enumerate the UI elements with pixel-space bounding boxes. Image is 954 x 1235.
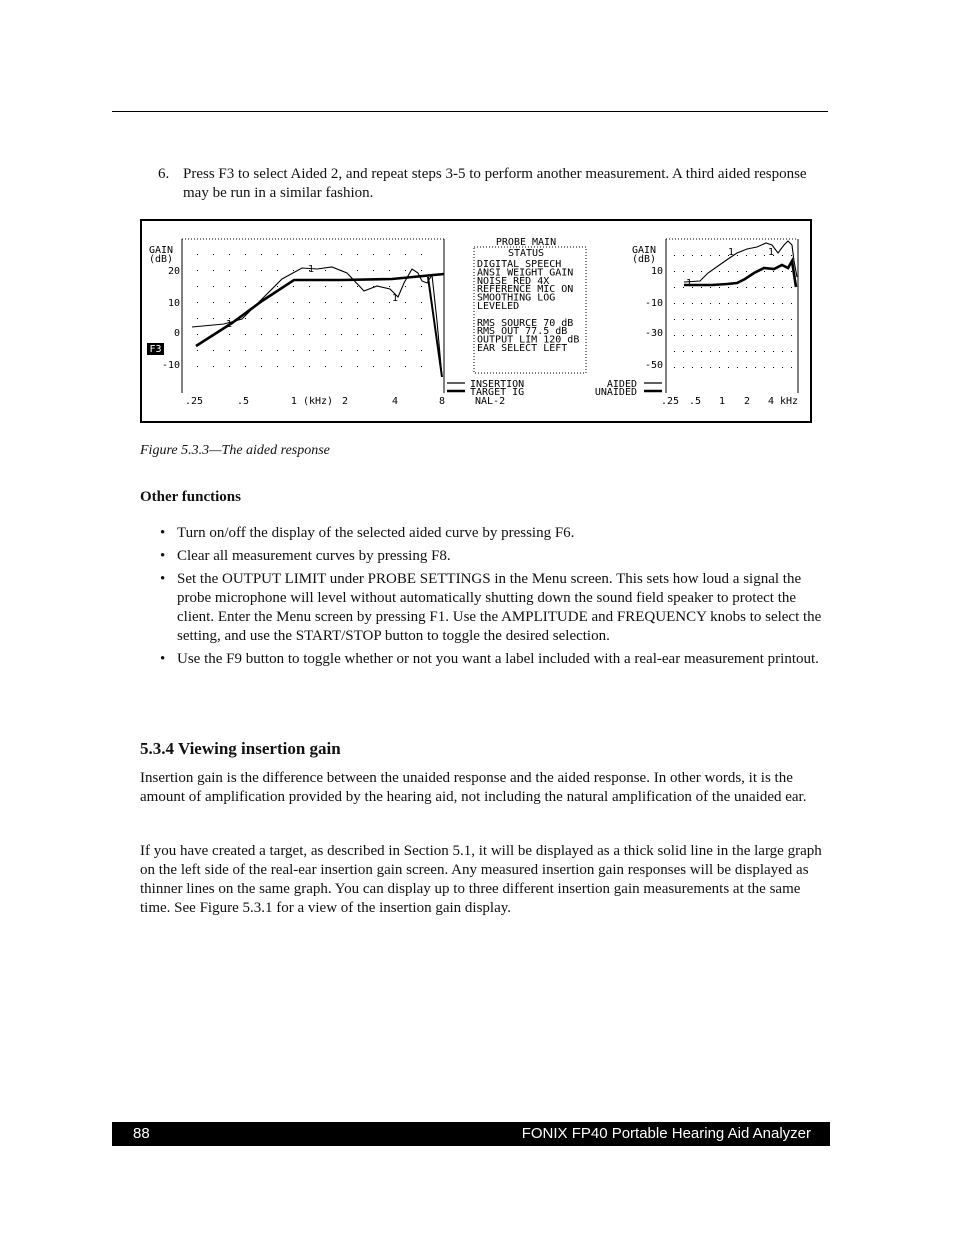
grid-dot <box>325 350 326 351</box>
grid-dot <box>245 286 246 287</box>
grid-dot <box>421 334 422 335</box>
grid-dot <box>746 367 747 368</box>
grid-dot <box>389 366 390 367</box>
step-number: 6. <box>158 166 170 182</box>
grid-dot <box>341 286 342 287</box>
grid-dot <box>683 287 684 288</box>
grid-dot <box>229 366 230 367</box>
grid-dot <box>421 366 422 367</box>
grid-dot <box>293 318 294 319</box>
grid-dot <box>701 335 702 336</box>
right-x-tick: 1 <box>718 396 726 407</box>
status-lines <box>477 259 579 354</box>
grid-dot <box>245 254 246 255</box>
grid-dot <box>755 255 756 256</box>
status-line: SMOOTHING LOG <box>477 292 556 304</box>
grid-dot <box>341 350 342 351</box>
left-y-title-1: GAIN <box>149 245 174 256</box>
grid-dot <box>229 286 230 287</box>
grid-dot <box>692 287 693 288</box>
grid-dot <box>782 271 783 272</box>
grid-dot <box>746 303 747 304</box>
grid-dot <box>293 286 294 287</box>
grid-dot <box>405 270 406 271</box>
grid-dot <box>357 302 358 303</box>
grid-dot <box>261 350 262 351</box>
grid-dot <box>213 318 214 319</box>
top-rule <box>112 111 828 112</box>
grid-dot <box>357 334 358 335</box>
grid-dot <box>782 303 783 304</box>
grid-dot <box>229 350 230 351</box>
grid-dot <box>773 319 774 320</box>
grid-dot <box>728 335 729 336</box>
target-curve <box>196 274 444 346</box>
grid-dot <box>213 286 214 287</box>
left-x-tick: 4 <box>391 396 399 407</box>
grid-dot <box>710 319 711 320</box>
section-heading: 5.3.4 Viewing insertion gain <box>140 739 341 758</box>
left-y-tick: 10 <box>167 298 180 309</box>
grid-dot <box>782 367 783 368</box>
right-curve-label-2: 1 <box>728 247 735 258</box>
grid-dot <box>701 367 702 368</box>
grid-dot <box>701 271 702 272</box>
grid-dot <box>737 367 738 368</box>
grid-dot <box>245 270 246 271</box>
grid-dot <box>373 350 374 351</box>
footer-bar <box>112 1122 830 1146</box>
grid-dot <box>373 334 374 335</box>
grid-dot <box>737 255 738 256</box>
grid-dot <box>389 286 390 287</box>
grid-dot <box>755 303 756 304</box>
grid-dot <box>405 302 406 303</box>
page-number: 88 <box>133 1125 150 1142</box>
grid-dot <box>277 350 278 351</box>
grid-dot <box>261 254 262 255</box>
status-line: ANSI WEIGHT GAIN <box>477 267 574 279</box>
footer-title: FONIX FP40 Portable Hearing Aid Analyzer <box>521 1125 811 1142</box>
status-line: OUTPUT LIM 120 dB <box>477 334 580 346</box>
grid-dot <box>309 286 310 287</box>
grid-dot <box>710 287 711 288</box>
target-rolloff <box>428 277 442 377</box>
grid-dot <box>389 318 390 319</box>
grid-dot <box>683 271 684 272</box>
status-title: PROBE MAIN <box>495 237 557 248</box>
grid-dot <box>791 319 792 320</box>
grid-dot <box>764 303 765 304</box>
grid-dot <box>791 335 792 336</box>
grid-dot <box>373 302 374 303</box>
grid-dot <box>710 303 711 304</box>
grid-dot <box>773 335 774 336</box>
grid-dot <box>764 351 765 352</box>
grid-dot <box>405 254 406 255</box>
left-x-tick: 8 <box>438 396 446 407</box>
grid-dot <box>197 350 198 351</box>
grid-dot <box>773 367 774 368</box>
grid-dot <box>773 271 774 272</box>
grid-dot <box>341 366 342 367</box>
left-y-tick: 0 <box>173 328 180 339</box>
grid-dot <box>389 350 390 351</box>
grid-dot <box>421 270 422 271</box>
grid-dot <box>261 366 262 367</box>
right-y-tick: -10 <box>644 298 663 309</box>
grid-dot <box>674 287 675 288</box>
grid-dot <box>701 303 702 304</box>
left-graph <box>147 239 445 407</box>
grid-dot <box>309 350 310 351</box>
right-x-tick: .5 <box>688 396 702 407</box>
grid-dot <box>737 319 738 320</box>
svg-text:F3: F3 <box>149 344 162 355</box>
grid-dot <box>325 254 326 255</box>
grid-dot <box>701 287 702 288</box>
status-line: NOISE RED 4X <box>477 275 550 287</box>
grid-dot <box>229 334 230 335</box>
grid-dot <box>197 302 198 303</box>
grid-dot <box>405 318 406 319</box>
right-y-tick: 10 <box>650 266 663 277</box>
grid-dot <box>293 302 294 303</box>
grid-dot <box>213 254 214 255</box>
grid-dot <box>719 255 720 256</box>
paragraph-2: If you have created a target, as described in Section 5.1, it will be displayed as a thick solid line in the large graph on the left side of the real-ear insertion gain screen. Any measured insertion gain responses will be displayed as thinner lines on the same graph. You can display up to three different insertion gain measurements at the same time. See Figure 5.3.1 for a view of the insertion gain display. <box>140 843 822 916</box>
legend-insertion: INSERTION <box>470 379 525 390</box>
right-y-tick: -50 <box>644 360 663 371</box>
grid-dot <box>245 350 246 351</box>
legend-aided: AIDED <box>606 379 637 390</box>
grid-dot <box>737 303 738 304</box>
grid-dot <box>277 366 278 367</box>
grid-dot <box>764 319 765 320</box>
grid-dot <box>692 303 693 304</box>
grid-dot <box>710 367 711 368</box>
grid-dot <box>261 286 262 287</box>
grid-dot <box>245 302 246 303</box>
left-x-tick: .5 <box>236 396 250 407</box>
right-curve-label-3: 1 <box>768 247 775 258</box>
grid-dot <box>710 255 711 256</box>
other-functions-heading: Other functions <box>140 489 241 505</box>
grid-dot <box>683 255 684 256</box>
figure-caption: Figure 5.3.3—The aided response <box>140 443 330 458</box>
grid-dot <box>674 335 675 336</box>
grid-dot <box>213 302 214 303</box>
grid-dot <box>728 367 729 368</box>
grid-dot <box>746 335 747 336</box>
figure-aided-response <box>140 219 812 423</box>
grid-dot <box>325 366 326 367</box>
grid-dot <box>728 303 729 304</box>
grid-dot <box>197 286 198 287</box>
grid-dot <box>764 255 765 256</box>
grid-dot <box>674 367 675 368</box>
grid-dot <box>719 287 720 288</box>
grid-dot <box>719 351 720 352</box>
grid-dot <box>728 287 729 288</box>
grid-dot <box>791 255 792 256</box>
grid-dot <box>309 334 310 335</box>
grid-dot <box>791 351 792 352</box>
left-x-tick: 1 (kHz) <box>290 396 334 407</box>
grid-dot <box>719 303 720 304</box>
left-curve-label-3: 1 <box>392 293 399 304</box>
grid-dot <box>405 350 406 351</box>
grid-dot <box>719 271 720 272</box>
grid-dot <box>692 367 693 368</box>
grid-dot <box>791 303 792 304</box>
grid-dot <box>277 318 278 319</box>
grid-dot <box>791 367 792 368</box>
grid-dot <box>261 270 262 271</box>
grid-dot <box>692 255 693 256</box>
grid-dot <box>701 351 702 352</box>
grid-dot <box>421 318 422 319</box>
aided-curve <box>684 241 797 282</box>
grid-dot <box>325 286 326 287</box>
grid-dot <box>719 335 720 336</box>
grid-dot <box>782 319 783 320</box>
grid-dot <box>782 351 783 352</box>
right-x-tick: 4 <box>767 396 775 407</box>
grid-dot <box>701 319 702 320</box>
right-graph <box>632 239 798 407</box>
grid-dot <box>719 367 720 368</box>
grid-dot <box>373 254 374 255</box>
grid-dot <box>309 254 310 255</box>
grid-dot <box>710 351 711 352</box>
f3-key-icon <box>147 343 164 355</box>
status-line: EAR SELECT LEFT <box>477 343 568 354</box>
left-y-tick: -10 <box>161 360 180 371</box>
figure-screen <box>142 221 810 421</box>
grid-dot <box>245 318 246 319</box>
grid-dot <box>229 302 230 303</box>
grid-dot <box>755 367 756 368</box>
status-subtitle: STATUS <box>507 248 545 259</box>
list-item: • Turn on/off the display of the selected aided curve by pressing F6. <box>160 525 575 541</box>
grid-dot <box>325 334 326 335</box>
right-x-tick: 2 <box>743 396 751 407</box>
grid-dot <box>791 271 792 272</box>
grid-dot <box>764 367 765 368</box>
grid-dot <box>389 334 390 335</box>
grid-dot <box>692 351 693 352</box>
grid-dot <box>728 271 729 272</box>
grid-dot <box>773 287 774 288</box>
grid-dot <box>357 254 358 255</box>
list-item: • Clear all measurement curves by pressing F8. <box>160 548 451 564</box>
grid-dot <box>229 254 230 255</box>
right-y-title-1: GAIN <box>632 245 657 256</box>
grid-dot <box>755 287 756 288</box>
grid-dot <box>692 319 693 320</box>
grid-dot <box>325 302 326 303</box>
legend-nal: NAL-2 <box>475 396 506 407</box>
grid-dot <box>683 335 684 336</box>
left-y-tick: 20 <box>167 266 180 277</box>
grid-dot <box>782 335 783 336</box>
grid-dot <box>293 270 294 271</box>
status-line: RMS OUT 77.5 dB <box>477 326 568 338</box>
grid-dot <box>229 270 230 271</box>
left-curve-label-2: 1 <box>226 319 233 330</box>
grid-dot <box>373 270 374 271</box>
paragraph-1: Insertion gain is the difference between the unaided response and the aided response. In other words, it is the amount of amplification provided by the hearing aid, not including the natural amplification of the unaided ear. <box>140 770 807 805</box>
status-panel <box>447 237 662 407</box>
grid-dot <box>683 319 684 320</box>
grid-dot <box>357 286 358 287</box>
grid-dot <box>277 286 278 287</box>
grid-dot <box>325 270 326 271</box>
grid-dot <box>309 366 310 367</box>
grid-dot <box>737 287 738 288</box>
grid-dot <box>701 255 702 256</box>
left-y-title-2: (dB) <box>149 254 174 265</box>
grid-dot <box>773 351 774 352</box>
grid-dot <box>309 318 310 319</box>
grid-dot <box>325 318 326 319</box>
grid-dot <box>746 351 747 352</box>
grid-dot <box>421 286 422 287</box>
legend-unaided: UNAIDED <box>594 387 637 398</box>
grid-dot <box>197 270 198 271</box>
grid-dot <box>245 334 246 335</box>
status-line: REFERENCE MIC ON <box>477 284 574 296</box>
grid-dot <box>782 287 783 288</box>
grid-dot <box>277 270 278 271</box>
grid-dot <box>405 334 406 335</box>
grid-dot <box>213 366 214 367</box>
functions-list <box>160 524 830 673</box>
grid-dot <box>261 318 262 319</box>
list-item: • Set the OUTPUT LIMIT under PROBE SETTINGS in the Menu screen. This sets how loud a signal the probe microphone will level without automatically shutting down the sound field speaker to protect the client. Enter the Menu screen by pressing F1. Use the AMPLITUDE and FREQUENCY knobs to select the setting, and use the START/STOP button to toggle the desired selection. <box>160 571 822 644</box>
grid-dot <box>674 271 675 272</box>
grid-dot <box>764 271 765 272</box>
grid-dot <box>341 254 342 255</box>
right-y-title-2: (dB) <box>632 254 657 265</box>
grid-dot <box>389 270 390 271</box>
grid-dot <box>674 319 675 320</box>
grid-dot <box>197 254 198 255</box>
grid-dot <box>341 318 342 319</box>
right-grid-dots <box>674 255 792 368</box>
grid-dot <box>293 350 294 351</box>
grid-dot <box>746 287 747 288</box>
grid-dot <box>293 254 294 255</box>
grid-dot <box>357 318 358 319</box>
grid-dot <box>755 335 756 336</box>
grid-dot <box>277 334 278 335</box>
grid-dot <box>405 366 406 367</box>
grid-dot <box>683 351 684 352</box>
grid-dot <box>389 302 390 303</box>
grid-dot <box>197 366 198 367</box>
grid-dot <box>791 287 792 288</box>
grid-dot <box>728 351 729 352</box>
grid-dot <box>728 319 729 320</box>
grid-dot <box>773 303 774 304</box>
grid-dot <box>357 350 358 351</box>
grid-dot <box>737 335 738 336</box>
grid-dot <box>737 351 738 352</box>
grid-dot <box>683 303 684 304</box>
grid-dot <box>213 350 214 351</box>
grid-dot <box>764 287 765 288</box>
grid-dot <box>421 302 422 303</box>
grid-dot <box>782 255 783 256</box>
grid-dot <box>674 303 675 304</box>
grid-dot <box>261 334 262 335</box>
grid-dot <box>755 351 756 352</box>
grid-dot <box>405 286 406 287</box>
grid-dot <box>683 367 684 368</box>
grid-dot <box>277 254 278 255</box>
status-line: RMS SOURCE 70 dB <box>477 317 574 329</box>
right-x-tick: kHz <box>779 396 799 407</box>
grid-dot <box>213 270 214 271</box>
left-x-tick: 2 <box>341 396 349 407</box>
grid-dot <box>197 334 198 335</box>
right-y-tick: -30 <box>644 328 663 339</box>
grid-dot <box>746 255 747 256</box>
grid-dot <box>674 351 675 352</box>
list-item: • Use the F9 button to toggle whether or not you want a label included with a real-ear measurement printout. <box>160 651 819 667</box>
grid-dot <box>373 366 374 367</box>
grid-dot <box>764 335 765 336</box>
grid-dot <box>737 271 738 272</box>
right-x-tick: .25 <box>660 396 680 407</box>
grid-dot <box>341 334 342 335</box>
right-curve-label-1: 1 <box>686 278 693 289</box>
grid-dot <box>245 366 246 367</box>
grid-dot <box>293 366 294 367</box>
left-curve-label-1: 1 <box>308 264 315 275</box>
grid-dot <box>421 254 422 255</box>
grid-dot <box>373 318 374 319</box>
grid-dot <box>341 302 342 303</box>
grid-dot <box>710 335 711 336</box>
grid-dot <box>293 334 294 335</box>
left-x-tick: .25 <box>184 396 204 407</box>
grid-dot <box>357 270 358 271</box>
grid-dot <box>746 319 747 320</box>
grid-dot <box>755 319 756 320</box>
status-line: LEVELED <box>477 301 520 312</box>
step-text: Press F3 to select Aided 2, and repeat steps 3-5 to perform another measurement. A third aided response may be run in a similar fashion. <box>183 166 807 201</box>
grid-dot <box>357 366 358 367</box>
grid-dot <box>692 335 693 336</box>
grid-dot <box>197 318 198 319</box>
grid-dot <box>692 271 693 272</box>
grid-dot <box>309 302 310 303</box>
status-line: DIGITAL SPEECH <box>477 259 562 270</box>
grid-dot <box>746 271 747 272</box>
grid-dot <box>277 302 278 303</box>
grid-dot <box>719 319 720 320</box>
legend-target: TARGET IG <box>470 387 525 398</box>
grid-dot <box>389 254 390 255</box>
grid-dot <box>674 255 675 256</box>
grid-dot <box>421 350 422 351</box>
unaided-curve <box>684 261 796 287</box>
